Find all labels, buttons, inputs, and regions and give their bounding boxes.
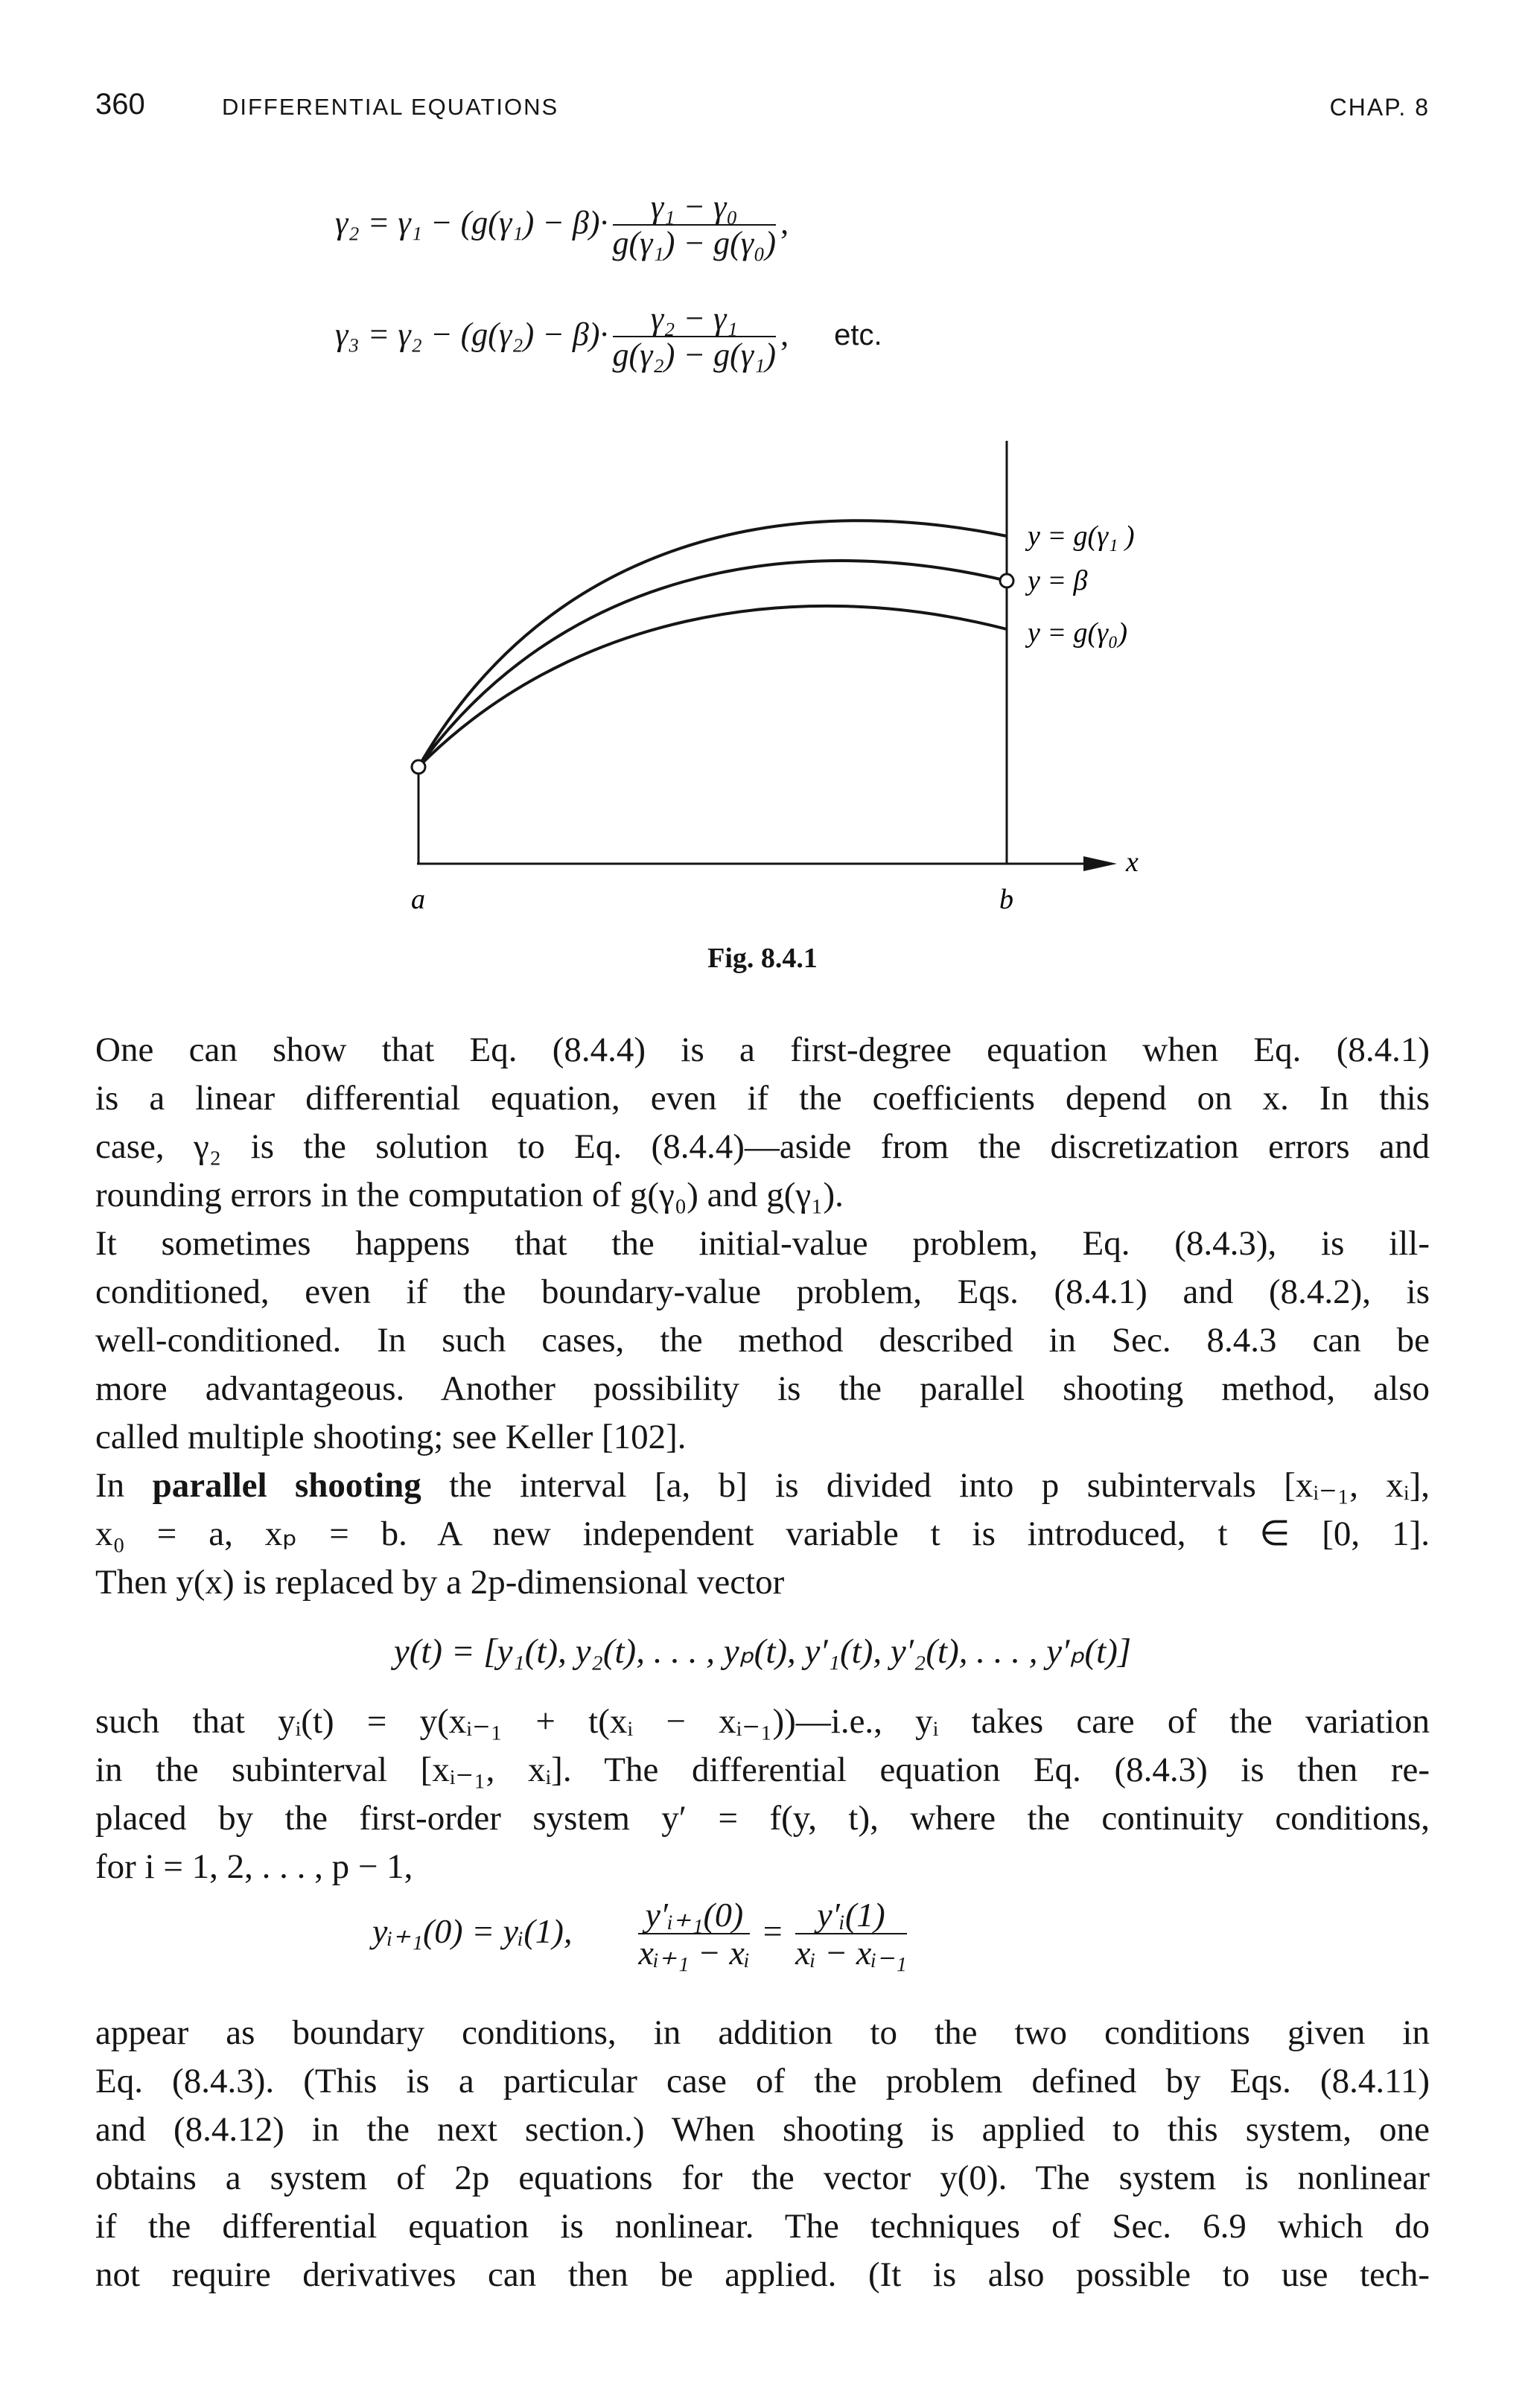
text-line: Eq. (8.4.3). (This is a particular case of the problem defined by Eqs. (8.4.11) (95, 2062, 1430, 2100)
paragraph-5 (95, 2009, 1430, 2299)
target-point-marker (1000, 574, 1013, 587)
text-line: well-conditioned. In such cases, the method described in Sec. 8.4.3 can be (95, 1321, 1430, 1360)
paragraph-3 (95, 1462, 1430, 1607)
paragraph-2 (95, 1220, 1430, 1462)
start-point-marker (412, 760, 425, 774)
curve-g-gamma1 (418, 520, 1007, 767)
fraction-numerator: γ₂ − γ₁ (613, 302, 777, 337)
text-line: Then y(x) is replaced by a 2p-dimensional vector (95, 1563, 785, 1602)
running-header (95, 88, 1430, 133)
continuity-condition: yᵢ₊₁(0) = yᵢ(1), (372, 1912, 573, 1951)
text-line: is a linear differential equation, even if the coefficients depend on x. In this (95, 1079, 1430, 1118)
text-line: x₀ = a, xₚ = b. A new independent variable t is introduced, t ∈ [0, 1]. (95, 1514, 1430, 1553)
fraction-denominator: xᵢ − xᵢ₋₁ (795, 1934, 907, 1972)
text-line: if the differential equation is nonlinear. The techniques of Sec. 6.9 which do (95, 2207, 1430, 2246)
chapter-label: CHAP. 8 (1329, 94, 1430, 121)
label-y-g-gamma0: y = g(γ₀) (1028, 617, 1128, 649)
equation-gamma3-comma: , (780, 316, 789, 353)
equation-gamma2-fraction (613, 190, 777, 262)
page-number: 360 (95, 88, 145, 121)
display-equation-vector: y(t) = [y₁(t), y₂(t), . . . , yₚ(t), y′₁(t), y′₂(t), . . . , y′ₚ(t)] (393, 1632, 1132, 1671)
equation-gamma2-comma: , (780, 204, 789, 241)
fraction-denominator: xᵢ₊₁ − xᵢ (638, 1934, 751, 1972)
x-axis-arrow (1083, 856, 1117, 871)
figure-caption: Fig. 8.4.1 (707, 943, 818, 974)
running-title: DIFFERENTIAL EQUATIONS (222, 94, 559, 120)
equation-gamma3-fraction (613, 302, 777, 374)
text-line: obtains a system of 2p equations for the vector y(0). The system is nonlinear (95, 2159, 1430, 2197)
fraction-numerator: y′ᵢ(1) (795, 1897, 907, 1934)
text-line: One can show that Eq. (8.4.4) is a first-degree equation when Eq. (8.4.1) (95, 1031, 1430, 1069)
derivative-fraction-left (638, 1897, 750, 1972)
text-line: conditioned, even if the boundary-value problem, Eqs. (8.4.1) and (8.4.2), is (95, 1273, 1430, 1311)
label-y-beta: y = β (1028, 565, 1088, 596)
text-line: In parallel shooting the interval [a, b] is divided into p subintervals [xᵢ₋₁, xᵢ], (95, 1466, 1430, 1505)
equation-gamma2-lhs: γ₂ = γ₁ − (g(γ₁) − β)· (335, 204, 608, 241)
text-line: It sometimes happens that the initial-value problem, Eq. (8.4.3), is ill- (95, 1224, 1430, 1263)
text-line: more advantageous. Another possibility is the parallel shooting method, also (95, 1369, 1430, 1408)
fraction-denominator: g(γ₂) − g(γ₁) (612, 337, 777, 374)
label-b: b (999, 884, 1013, 915)
equation-gamma3-lhs: γ₃ = γ₂ − (g(γ₂) − β)· (335, 316, 608, 353)
text-line: not require derivatives can then be applied. (It is also possible to use tech- (95, 2255, 1430, 2294)
label-a: a (411, 884, 425, 915)
text-line: in the subinterval [xᵢ₋₁, xᵢ]. The differential equation Eq. (8.4.3) is then re- (95, 1751, 1430, 1789)
fraction-numerator: y′ᵢ₊₁(0) (638, 1897, 750, 1934)
text-line: case, γ₂ is the solution to Eq. (8.4.4)—aside from the discretization errors and (95, 1127, 1430, 1166)
label-x: x (1126, 847, 1139, 878)
derivative-fraction-right (795, 1897, 907, 1972)
equation-gamma2 (335, 190, 789, 262)
text-line: rounding errors in the computation of g(γ₀) and g(γ₁). (95, 1176, 844, 1214)
fraction-denominator: g(γ₁) − g(γ₀) (612, 225, 777, 262)
text-line: called multiple shooting; see Keller [102]. (95, 1418, 687, 1456)
text-line: placed by the first-order system y′ = f(y, t), where the continuity conditions, (95, 1799, 1430, 1838)
equation-gamma3 (335, 302, 882, 374)
paragraph-1 (95, 1026, 1430, 1220)
curve-g-gamma0 (418, 606, 1007, 767)
paragraph-4 (95, 1698, 1430, 1891)
display-equation-conditions (372, 1897, 911, 1972)
shooting-figure (372, 432, 1191, 923)
term-parallel-shooting: parallel shooting (152, 1466, 421, 1505)
text-line: for i = 1, 2, . . . , p − 1, (95, 1847, 413, 1886)
text-line: such that yᵢ(t) = y(xᵢ₋₁ + t(xᵢ − xᵢ₋₁))—i.e., yᵢ takes care of the variation (95, 1702, 1430, 1741)
fraction-numerator: γ₁ − γ₀ (613, 190, 777, 226)
equals-sign: = (762, 1912, 783, 1951)
label-y-g-gamma1: y = g(γ₁ ) (1028, 520, 1135, 552)
text-line: appear as boundary conditions, in addition to the two conditions given in (95, 2013, 1430, 2052)
text-line: and (8.4.12) in the next section.) When shooting is applied to this system, one (95, 2110, 1430, 2149)
curve-beta (418, 561, 1007, 767)
etc-label: etc. (834, 319, 882, 352)
